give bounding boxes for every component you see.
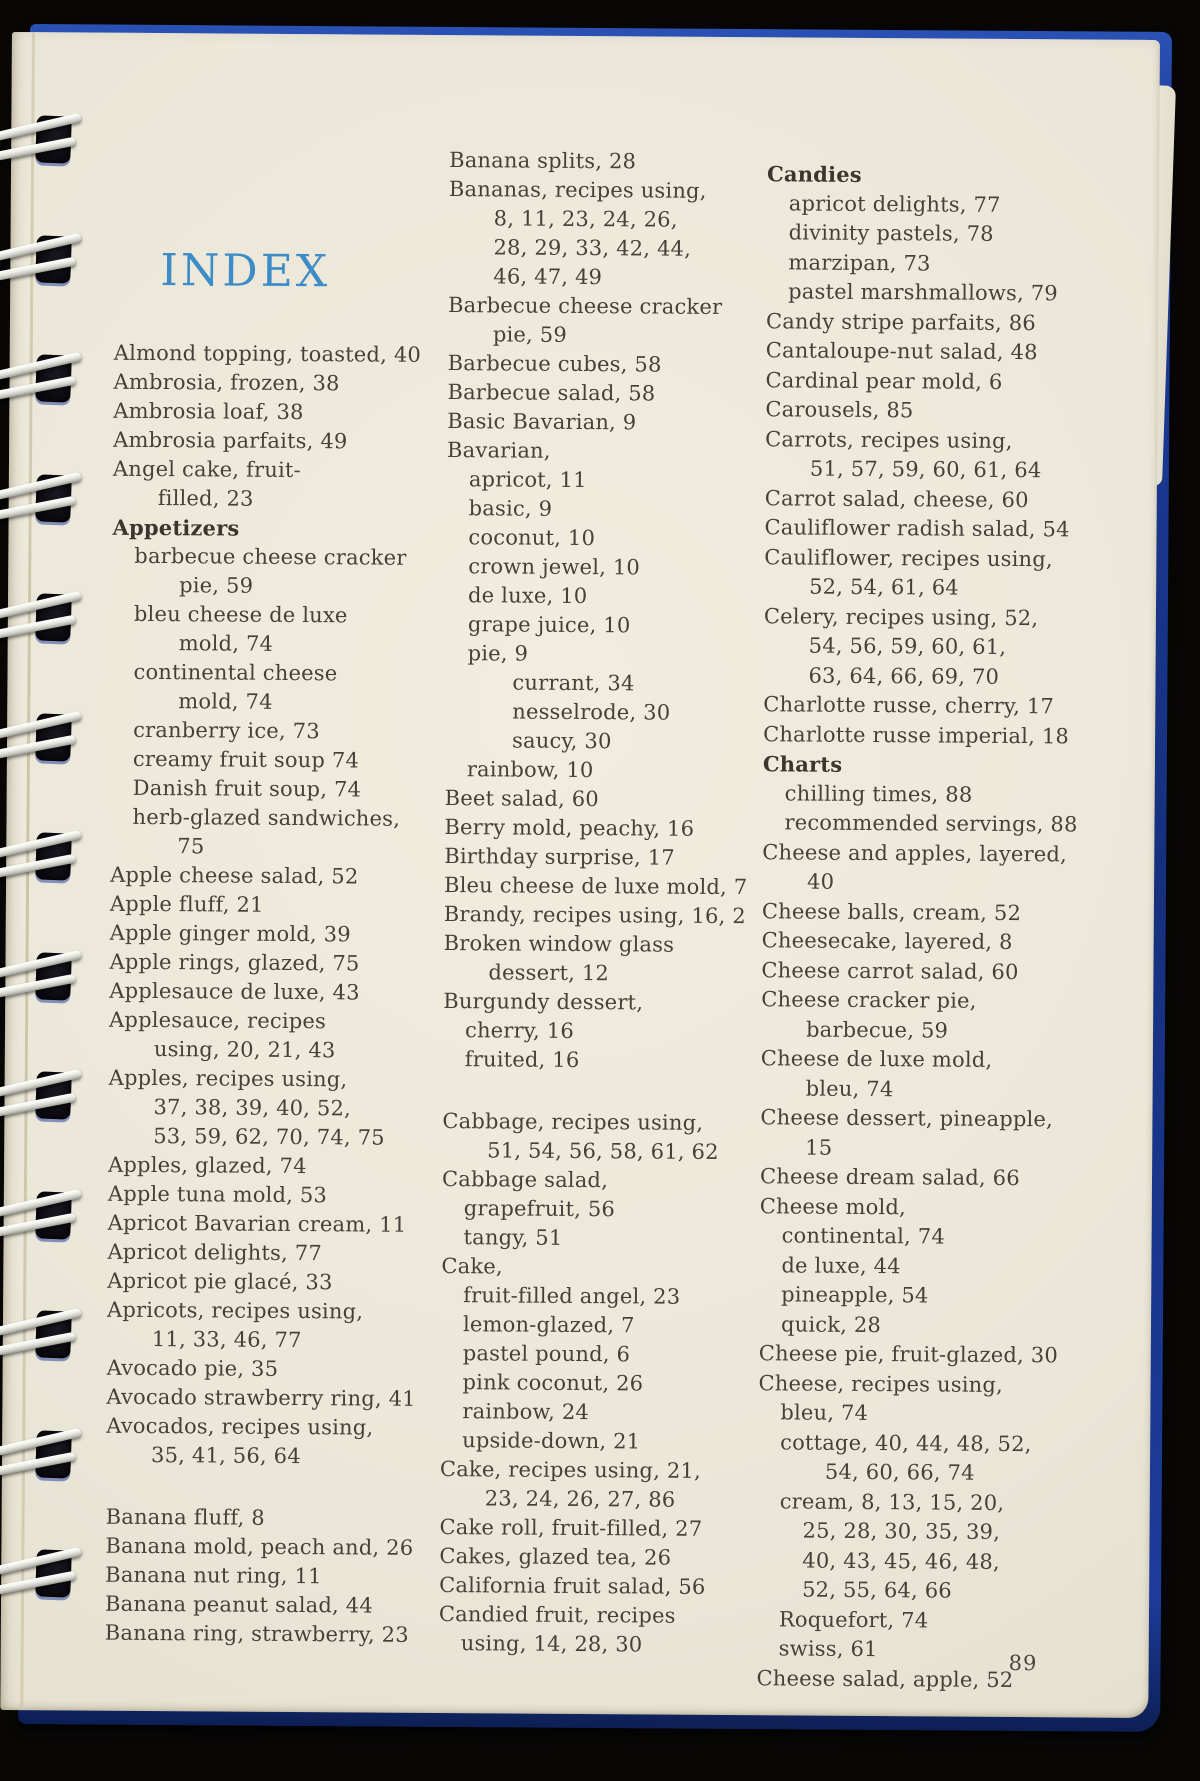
index-entry: swiss, 61: [778, 1636, 878, 1662]
index-entry: Cabbage, recipes using,: [442, 1109, 704, 1135]
spiral-binding-ring: [0, 349, 92, 411]
index-entry: Avocados, recipes using,: [106, 1413, 374, 1440]
index-entry: 23, 24, 26, 27, 86: [484, 1486, 676, 1512]
index-entry: using, 14, 28, 30: [460, 1631, 643, 1657]
index-entry: 53, 59, 62, 70, 74, 75: [153, 1124, 385, 1150]
index-entry: Basic Bavarian, 9: [447, 409, 637, 435]
index-entry: Applesauce, recipes: [109, 1007, 327, 1034]
index-entry: pink coconut, 26: [462, 1370, 644, 1396]
index-entry: Cantaloupe-nut salad, 48: [765, 338, 1038, 365]
index-entry: Banana splits, 28: [449, 148, 637, 174]
index-entry: Apricots, recipes using,: [106, 1297, 364, 1324]
index-entry: rainbow, 10: [466, 757, 594, 783]
index-entry: Banana peanut salad, 44: [104, 1591, 374, 1618]
index-entry: Cheese, recipes using,: [758, 1370, 1004, 1397]
spiral-binding-ring: [0, 708, 92, 770]
index-entry: Bleu cheese de luxe mold, 7: [443, 873, 748, 900]
index-entry: 46, 47, 49: [493, 264, 603, 290]
index-entry: Cheese balls, cream, 52: [761, 898, 1022, 925]
spiral-binding-ring: [0, 1305, 92, 1367]
index-entry: cream, 8, 13, 15, 20,: [779, 1488, 1005, 1515]
index-entry: apricot, 11: [468, 467, 587, 493]
index-entry: 25, 28, 30, 35, 39,: [802, 1518, 1001, 1544]
index-entry: Celery, recipes using, 52,: [763, 603, 1039, 630]
index-entry: Brandy, recipes using, 16, 2: [443, 902, 746, 929]
index-entry: Barbecue cubes, 58: [447, 351, 662, 377]
index-entry: quick, 28: [780, 1311, 882, 1337]
page-number: 89: [1008, 1650, 1038, 1676]
index-entry: Apricot pie glacé, 33: [107, 1268, 333, 1295]
index-entry: de luxe, 44: [781, 1252, 901, 1278]
spiral-binding-ring: [0, 110, 92, 172]
index-entry: divinity pastels, 78: [788, 220, 994, 246]
index-entry: Apples, recipes using,: [108, 1065, 348, 1092]
index-entry: Ambrosia parfaits, 49: [113, 427, 348, 454]
index-entry: Banana nut ring, 11: [105, 1562, 322, 1589]
spiral-binding-ring: [0, 588, 92, 650]
index-entry: chilling times, 88: [784, 780, 973, 807]
index-entry: 28, 29, 33, 42, 44,: [493, 235, 692, 261]
index-entry: Banana mold, peach and, 26: [105, 1533, 414, 1560]
index-entry: using, 20, 21, 43: [153, 1037, 336, 1063]
index-entry: Birthday surprise, 17: [444, 844, 676, 870]
spiral-binding-ring: [0, 1066, 92, 1128]
index-entry: barbecue, 59: [805, 1017, 949, 1043]
index-entry: 51, 57, 59, 60, 61, 64: [809, 456, 1042, 483]
index-entry: Roquefort, 74: [778, 1606, 929, 1632]
index-column-1: [105, 339, 444, 1650]
index-entry: creamy fruit soup 74: [132, 746, 360, 773]
index-entry: Charts: [762, 751, 843, 777]
index-entry: pie, 59: [492, 322, 568, 347]
index-entry: Cake,: [441, 1254, 503, 1279]
index-entry: marzipan, 73: [788, 249, 931, 275]
index-entry: pastel pound, 6: [462, 1341, 631, 1367]
index-entry: California fruit salad, 56: [439, 1573, 706, 1599]
index-entry: 52, 55, 64, 66: [802, 1577, 952, 1603]
index-entry: crown jewel, 10: [468, 554, 641, 580]
index-entry: basic, 9: [468, 496, 553, 521]
index-entry: Cheese carrot salad, 60: [761, 957, 1019, 984]
index-entry: Apple cheese salad, 52: [110, 862, 359, 889]
index-entry: bleu, 74: [780, 1400, 869, 1426]
index-entry: Cauliflower radish salad, 54: [764, 515, 1070, 542]
index-entry: Cardinal pear mold, 6: [765, 367, 1003, 394]
index-entry: Applesauce de luxe, 43: [109, 978, 360, 1005]
index-entry: filled, 23: [157, 486, 254, 511]
index-entry: 75: [177, 834, 205, 859]
index-entry: dessert, 12: [488, 960, 610, 986]
index-entry: Cheese cracker pie,: [761, 987, 977, 1013]
index-entry: Cheese salad, apple, 52: [756, 1665, 1014, 1692]
index-entry: herb-glazed sandwiches,: [132, 804, 401, 831]
index-entry: Cheesecake, layered, 8: [761, 928, 1013, 955]
index-entry: Barbecue cheese cracker: [448, 293, 723, 319]
index-entry: 51, 54, 56, 58, 61, 62: [487, 1138, 719, 1164]
index-entry: Cheese pie, fruit-glazed, 30: [758, 1341, 1059, 1368]
index-entry: pie, 59: [179, 573, 254, 598]
index-entry: saucy, 30: [511, 728, 612, 754]
index-entry: apricot delights, 77: [788, 190, 1001, 217]
index-entry: 37, 38, 39, 40, 52,: [153, 1095, 352, 1121]
index-entry: mold, 74: [178, 689, 273, 714]
index-entry: fruited, 16: [464, 1047, 580, 1072]
index-entry: Almond topping, toasted, 40: [113, 340, 422, 367]
spiral-binding-ring: [0, 827, 92, 889]
spiral-binding-ring: [0, 230, 92, 292]
index-entry: de luxe, 10: [467, 583, 588, 609]
index-column-3: [756, 159, 1097, 1695]
index-entry: Apricot Bavarian cream, 11: [107, 1210, 407, 1237]
index-entry: Bananas, recipes using,: [448, 177, 707, 203]
index-entry: Cabbage salad,: [441, 1167, 609, 1193]
index-entry: Apple rings, glazed, 75: [109, 949, 360, 976]
index-entry: Candied fruit, recipes: [438, 1602, 676, 1628]
index-entry: bleu cheese de luxe: [133, 601, 348, 628]
index-entry: Cakes, glazed tea, 26: [439, 1544, 672, 1570]
index-entry: Ambrosia loaf, 38: [113, 398, 304, 425]
index-entry: cranberry ice, 73: [133, 717, 320, 744]
index-entry: coconut, 10: [468, 525, 596, 551]
index-entry: tangy, 51: [463, 1225, 563, 1250]
index-entry: fruit-filled angel, 23: [463, 1283, 681, 1309]
index-entry: bleu, 74: [805, 1076, 894, 1101]
spiral-binding-ring: [0, 469, 92, 531]
index-entry: cherry, 16: [464, 1018, 575, 1043]
index-entry: lemon-glazed, 7: [462, 1312, 635, 1338]
index-page: [0, 32, 1160, 1718]
index-entry: Apples, glazed, 74: [108, 1152, 307, 1179]
index-entry: Cake roll, fruit-filled, 27: [439, 1515, 703, 1541]
index-entry: pastel marshmallows, 79: [788, 279, 1059, 306]
index-entry: Apple ginger mold, 39: [109, 920, 351, 947]
index-entry: Charlotte russe imperial, 18: [763, 721, 1070, 748]
index-entry: Cake, recipes using, 21,: [439, 1457, 701, 1483]
index-entry: Apricot delights, 77: [107, 1239, 323, 1266]
index-entry: Angel cake, fruit-: [112, 456, 301, 483]
index-entry: 40, 43, 45, 46, 48,: [802, 1548, 1000, 1574]
index-entry: 63, 64, 66, 69, 70: [808, 663, 1000, 689]
index-entry: Beet salad, 60: [444, 786, 600, 812]
index-entry: pineapple, 54: [781, 1282, 929, 1308]
index-entry: continental, 74: [781, 1223, 946, 1249]
index-entry: Candies: [766, 161, 862, 187]
spiral-binding-ring: [0, 1544, 92, 1606]
index-entry: Burgundy dessert,: [443, 989, 644, 1015]
index-entry: Cauliflower, recipes using,: [764, 544, 1053, 571]
index-entry: Cheese and apples, layered,: [762, 839, 1068, 866]
index-entry: Cheese de luxe mold,: [760, 1046, 993, 1072]
index-entry: mold, 74: [178, 631, 274, 656]
index-entry: currant, 34: [512, 670, 635, 696]
index-entry: Broken window glass: [443, 931, 675, 957]
index-entry: Bavarian,: [447, 438, 551, 463]
index-entry: Appetizers: [112, 514, 240, 541]
index-entry: 52, 54, 61, 64: [809, 574, 959, 600]
spiral-binding-ring: [0, 1186, 92, 1248]
spiral-binding-ring: [0, 947, 92, 1009]
index-entry: 8, 11, 23, 24, 26,: [493, 206, 678, 232]
index-entry: pie, 9: [467, 641, 529, 666]
index-entry: grape juice, 10: [467, 612, 631, 638]
index-entry: Cheese dessert, pineapple,: [760, 1105, 1054, 1132]
index-entry: Carousels, 85: [765, 397, 914, 423]
index-entry: Apple tuna mold, 53: [107, 1181, 328, 1208]
index-entry: Danish fruit soup, 74: [132, 775, 362, 802]
index-entry: rainbow, 24: [462, 1399, 590, 1425]
index-entry: Berry mold, peachy, 16: [444, 815, 695, 841]
index-entry: Candy stripe parfaits, 86: [765, 308, 1037, 335]
spiral-binding-ring: [0, 1425, 92, 1487]
index-entry: continental cheese: [133, 659, 338, 686]
index-gap: [443, 1074, 758, 1109]
index-entry: 40: [807, 869, 835, 894]
index-entry: recommended servings, 88: [784, 810, 1078, 837]
index-entry: Banana ring, strawberry, 23: [104, 1620, 409, 1647]
spiral-binding: [0, 0, 120, 1781]
index-gap: [106, 1470, 436, 1505]
index-entry: 54, 56, 59, 60, 61,: [808, 633, 1007, 659]
index-entry: Apple fluff, 21: [109, 891, 264, 917]
index-entry: 15: [805, 1135, 833, 1160]
index-entry: Avocado strawberry ring, 41: [106, 1384, 416, 1411]
index-entry: Avocado pie, 35: [106, 1355, 279, 1381]
index-title: INDEX: [160, 245, 331, 298]
index-entry: Carrots, recipes using,: [765, 426, 1013, 453]
index-entry: cottage, 40, 44, 48, 52,: [780, 1429, 1032, 1456]
index-entry: 54, 60, 66, 74: [824, 1459, 975, 1485]
index-entry: barbecue cheese cracker: [134, 543, 407, 570]
index-entry: Barbecue salad, 58: [447, 380, 656, 406]
index-entry: nesselrode, 30: [512, 699, 671, 725]
index-entry: Cheese dream salad, 66: [759, 1164, 1020, 1191]
index-column-2: [439, 146, 765, 1660]
index-entry: grapefruit, 56: [463, 1196, 616, 1222]
index-entry: 35, 41, 56, 64: [150, 1443, 301, 1469]
index-entry: upside-down, 21: [462, 1428, 641, 1454]
index-entry: Ambrosia, frozen, 38: [113, 369, 340, 396]
index-entry: Cheese mold,: [759, 1193, 907, 1219]
index-entry: 11, 33, 46, 77: [151, 1327, 302, 1353]
index-entry: Carrot salad, cheese, 60: [764, 485, 1029, 512]
index-entry: Banana fluff, 8: [105, 1504, 265, 1530]
index-entry: Charlotte russe, cherry, 17: [763, 692, 1055, 719]
